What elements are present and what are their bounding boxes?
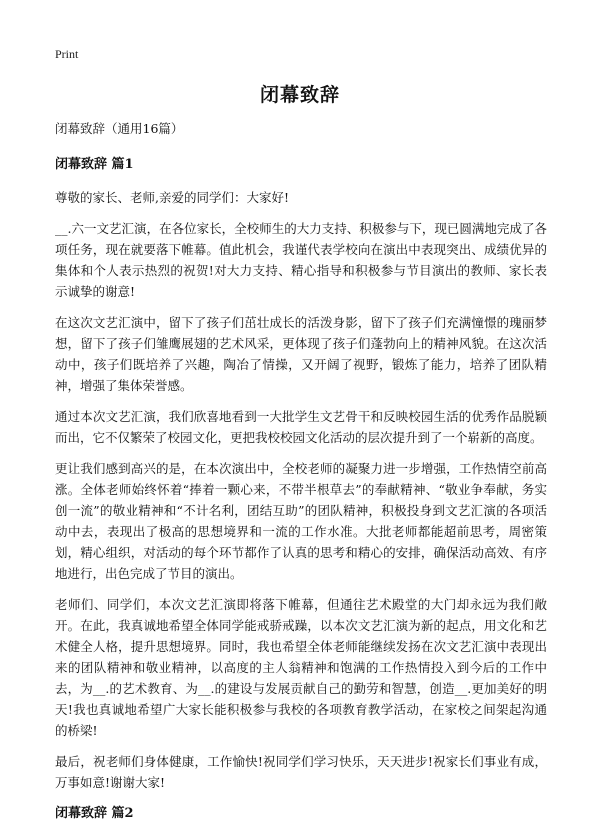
section-heading-1: 闭幕致辞 篇1	[55, 157, 134, 172]
paragraph: 尊敬的家长、老师,亲爱的同学们：大家好!	[55, 190, 289, 205]
paragraph: __.六一文艺汇演，在各位家长，全校师生的大力支持、积极参与下，现已圆满地完成了各项任务，现在就要落下帷幕。值此机会，我谨代表学校向在演出中表现突出、成绩优异的集体和个人表示热烈的祝贺!对大力支持、精心指导和积极参与节目演出的教师、家长表示诚挚的谢意!	[55, 221, 547, 299]
paragraph: 老师们、同学们，本次文艺汇演即将落下帷幕，但通往艺术殿堂的大门却永远为我们敞开。在此，我真诚地希望全体同学能戒骄戒躁，以本次文艺汇演为新的起点，用文化和艺术健全人格，提升思想境界。同时，我也希望全体老师能继续发扬在次文艺汇演中表现出来的团队精神和敬业精神，以高度的主人翁精神和饱满的工作热情投入到今后的工作中去，为__.的艺术教育、为__.的建设与发展贡献自己的勤劳和智慧，创造__.更加美好的明天!我也真诚地希望广大家长能积极参与我校的各项教育教学活动，在家校之间架起沟通的桥梁!	[55, 597, 547, 738]
document-subtitle: 闭幕致辞（通用16篇）	[55, 121, 184, 136]
print-link[interactable]: Print	[55, 47, 79, 61]
paragraph: 更让我们感到高兴的是，在本次演出中，全校老师的凝聚力进一步增强，工作热情空前高涨。全体老师始终怀着“捧着一颗心来，不带半根草去”的奉献精神、“敬业争奉献，务实创一流”的敬业精神和“不计名利，团结互助”的团队精神，积极投身到文艺汇演的各项活动中去，表现出了极高的思想境界和一流的工作水准。大批老师都能超前思考，周密策划，精心组织，对活动的每个环节都作了认真的思考和精心的安排，确保活动高效、有序地进行，出色完成了节目的演出。	[55, 461, 547, 581]
paragraph: 在这次文艺汇演中，留下了孩子们茁壮成长的活泼身影，留下了孩子们充满憧憬的瑰丽梦想，留下了孩子们雏鹰展翅的艺术风采，更体现了孩子们蓬勃向上的精神风貌。在这次活动中，孩子们既培养了兴趣，陶冶了情操，又开阔了视野，锻炼了能力，培养了团队精神，增强了集体荣誉感。	[55, 315, 547, 393]
document-body	[55, 118, 547, 836]
section-heading-2: 闭幕致辞 篇2	[55, 806, 134, 821]
paragraph: 最后，祝老师们身体健康，工作愉快!祝同学们学习快乐，天天进步!祝家长们事业有成，万事如意!谢谢大家!	[55, 754, 547, 790]
paragraph: 通过本次文艺汇演，我们欣喜地看到一大批学生文艺骨干和反映校园生活的优秀作品脱颖而出，它不仅繁荣了校园文化，更把我校校园文化活动的层次提升到了一个崭新的高度。	[55, 409, 547, 445]
page-title: 闭幕致辞	[259, 84, 340, 106]
